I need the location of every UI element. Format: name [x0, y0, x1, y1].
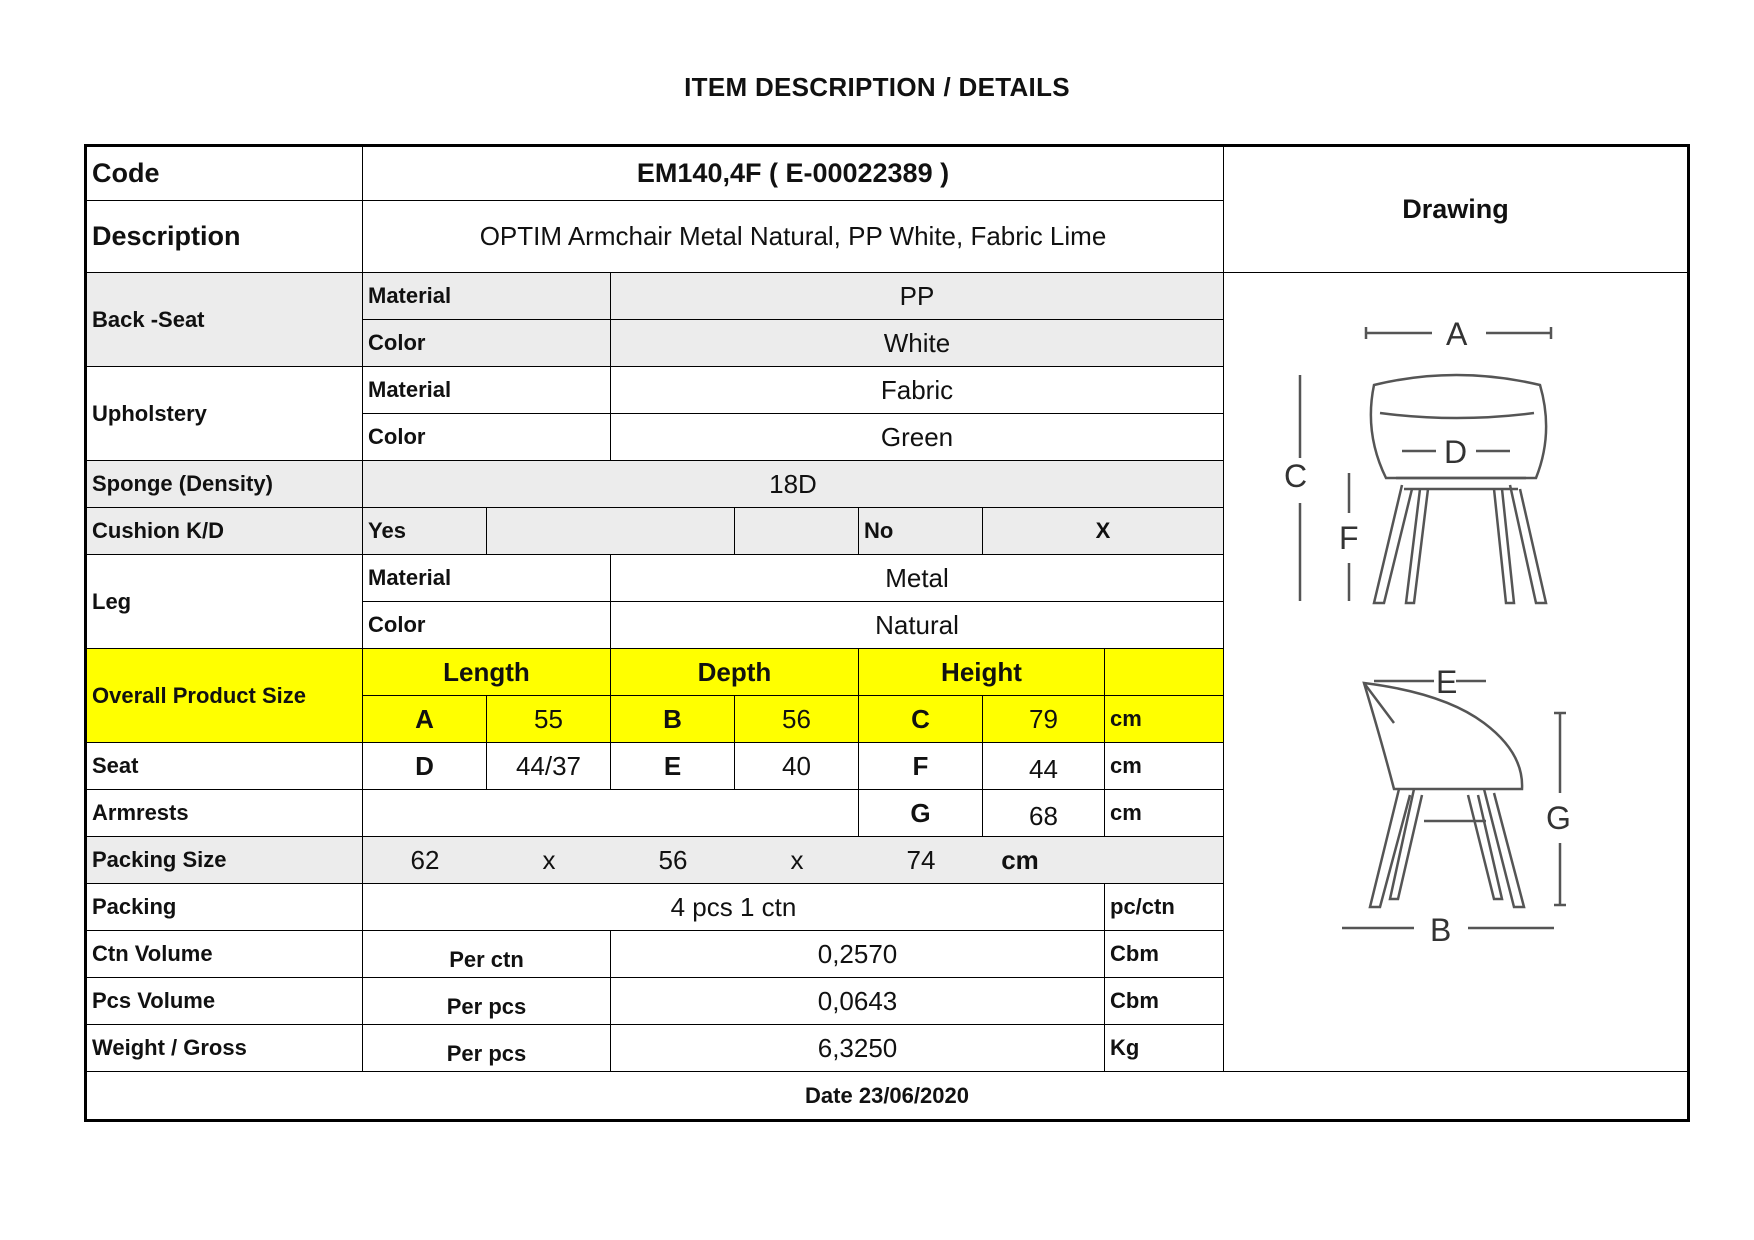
- overall-unit: cm: [1105, 696, 1224, 743]
- dim-f-value: 44: [983, 743, 1105, 790]
- pcs-volume-per: Per pcs: [363, 978, 611, 1025]
- length-header: Length: [363, 649, 611, 696]
- drawing-label-e: E: [1436, 664, 1458, 700]
- leg-material: Metal: [611, 555, 1224, 602]
- pcs-volume-label: Pcs Volume: [87, 978, 363, 1025]
- packing-length: 62: [410, 844, 440, 875]
- drawing-label-d: D: [1444, 434, 1468, 470]
- dim-e-key: E: [611, 743, 735, 790]
- upholstery-color-label: Color: [363, 414, 611, 461]
- back-seat-color-label: Color: [363, 320, 611, 367]
- back-seat-color: White: [611, 320, 1224, 367]
- depth-header: Depth: [611, 649, 859, 696]
- packing-x2: x: [790, 844, 804, 875]
- packing-size-row: [363, 837, 1224, 884]
- packing-size-label: Packing Size: [87, 837, 363, 884]
- dim-f-key: F: [859, 743, 983, 790]
- drawing-label-f: F: [1339, 520, 1359, 556]
- description-value: OPTIM Armchair Metal Natural, PP White, Fabric Lime: [363, 201, 1224, 273]
- pcs-volume-value: 0,0643: [611, 978, 1105, 1025]
- back-seat-material-label: Material: [363, 273, 611, 320]
- ctn-volume-label: Ctn Volume: [87, 931, 363, 978]
- weight-value: 6,3250: [611, 1025, 1105, 1072]
- dim-d-value: 44/37: [487, 743, 611, 790]
- drawing-label-g: G: [1546, 800, 1571, 836]
- back-seat-label: Back -Seat: [87, 273, 363, 367]
- packing-value: 4 pcs 1 ctn: [363, 884, 1105, 931]
- packing-unit: pc/ctn: [1105, 884, 1224, 931]
- pcs-volume-unit: Cbm: [1105, 978, 1224, 1025]
- weight-per: Per pcs: [363, 1025, 611, 1072]
- seat-label: Seat: [87, 743, 363, 790]
- armrests-blank: [363, 790, 859, 837]
- ctn-volume-per: Per ctn: [363, 931, 611, 978]
- overall-label: Overall Product Size: [87, 649, 363, 743]
- dim-e-value: 40: [735, 743, 859, 790]
- sponge-label: Sponge (Density): [87, 461, 363, 508]
- drawing-header: Drawing: [1224, 147, 1687, 273]
- description-label: Description: [87, 201, 363, 273]
- seat-unit: cm: [1105, 743, 1224, 790]
- date-footer: Date 23/06/2020: [805, 1082, 969, 1108]
- leg-color: Natural: [611, 602, 1224, 649]
- dim-c-key: C: [859, 696, 983, 743]
- leg-label: Leg: [87, 555, 363, 649]
- drawing-label-a: A: [1446, 316, 1468, 352]
- cushion-no-mark: X: [983, 508, 1224, 555]
- drawing-panel: [1224, 273, 1687, 1072]
- dim-c-value: 79: [983, 696, 1105, 743]
- upholstery-color: Green: [611, 414, 1224, 461]
- code-label: Code: [87, 147, 363, 201]
- ctn-volume-unit: Cbm: [1105, 931, 1224, 978]
- upholstery-material-label: Material: [363, 367, 611, 414]
- dim-g-value: 68: [983, 790, 1105, 837]
- page-title: ITEM DESCRIPTION / DETAILS: [684, 72, 1070, 102]
- weight-label: Weight / Gross: [87, 1025, 363, 1072]
- dim-a-value: 55: [487, 696, 611, 743]
- packing-width: 56: [658, 844, 688, 875]
- leg-color-label: Color: [363, 602, 611, 649]
- sponge-value: 18D: [363, 461, 1224, 508]
- packing-height: 74: [906, 844, 936, 875]
- packing-label: Packing: [87, 884, 363, 931]
- armrests-label: Armrests: [87, 790, 363, 837]
- cushion-yes-label: Yes: [363, 508, 487, 555]
- armrests-unit: cm: [1105, 790, 1224, 837]
- dim-b-value: 56: [735, 696, 859, 743]
- chair-drawing: [1224, 273, 1687, 1072]
- leg-material-label: Material: [363, 555, 611, 602]
- cushion-spacer: [735, 508, 859, 555]
- dim-b-key: B: [611, 696, 735, 743]
- spec-sheet: [84, 144, 1690, 1122]
- cushion-label: Cushion K/D: [87, 508, 363, 555]
- upholstery-material: Fabric: [611, 367, 1224, 414]
- ctn-volume-value: 0,2570: [611, 931, 1105, 978]
- packing-size-unit: cm: [1001, 844, 1039, 875]
- back-seat-material: PP: [611, 273, 1224, 320]
- dim-d-key: D: [363, 743, 487, 790]
- code-value: EM140,4F ( E-00022389 ): [363, 147, 1224, 201]
- weight-unit: Kg: [1105, 1025, 1224, 1072]
- drawing-label-c: C: [1284, 458, 1308, 494]
- packing-x1: x: [542, 844, 556, 875]
- height-header: Height: [859, 649, 1105, 696]
- drawing-label-b: B: [1430, 912, 1452, 948]
- dim-g-key: G: [859, 790, 983, 837]
- cushion-yes-mark: [487, 508, 735, 555]
- cushion-no-label: No: [859, 508, 983, 555]
- dim-a-key: A: [363, 696, 487, 743]
- upholstery-label: Upholstery: [87, 367, 363, 461]
- overall-blank: [1105, 649, 1224, 696]
